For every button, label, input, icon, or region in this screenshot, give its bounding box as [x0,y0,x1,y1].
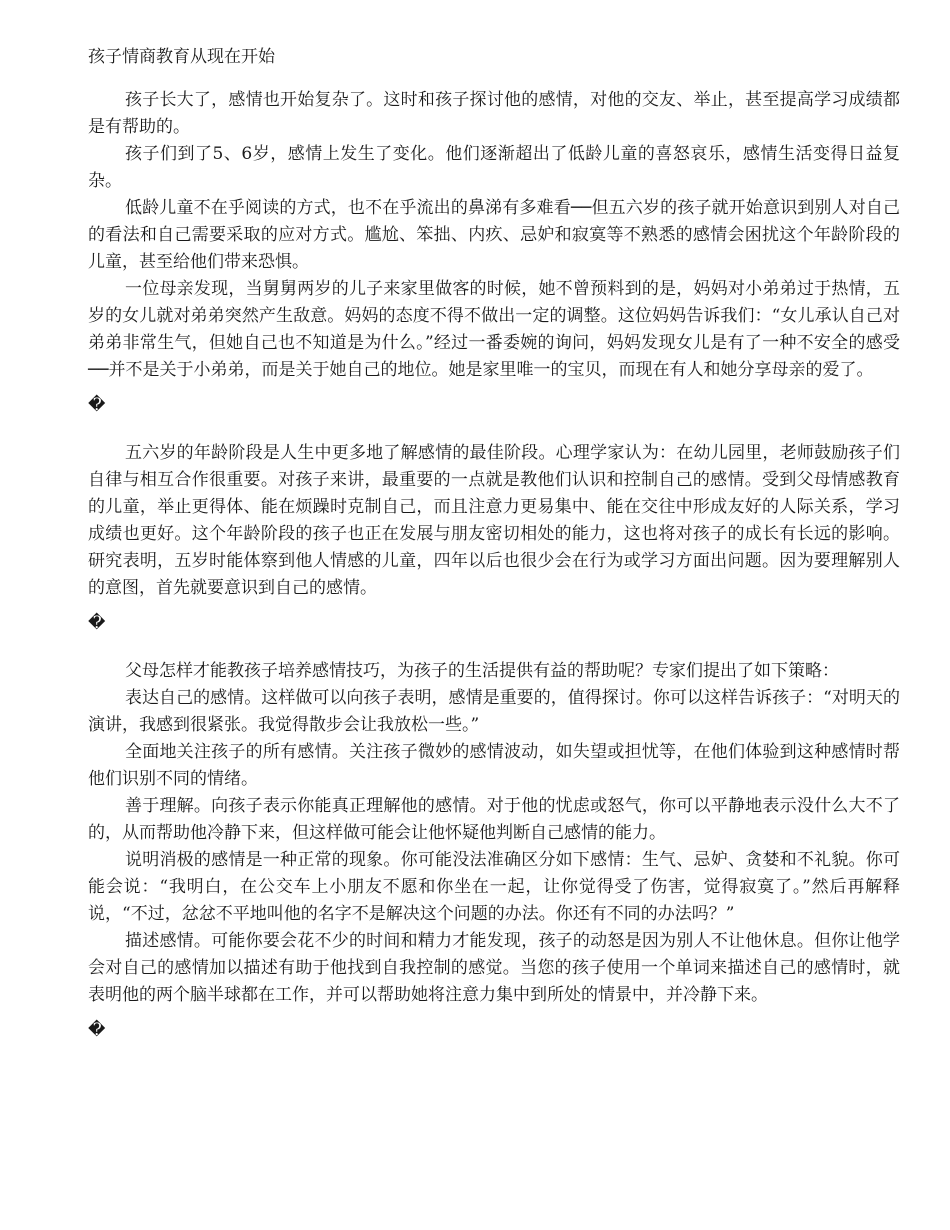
paragraph: 善于理解。向孩子表示你能真正理解他的感情。对于他的忧虑或怒气，你可以平静地表示没什么大不了的，从而帮助他冷静下来，但这样做可能会让他怀疑他判断自己感情的能力。 [88,796,900,843]
separator-glyph: � [88,1020,106,1040]
paragraph: 低龄儿童不在乎阅读的方式，也不在乎流出的鼻涕有多难看──但五六岁的孩子就开始意识到别人对自己的看法和自己需要采取的应对方式。尴尬、笨拙、内疚、忌妒和寂寞等不熟悉的感情会困扰这个年龄阶段的儿童，甚至给他们带来恐惧。 [88,198,900,272]
paragraph: 说明消极的感情是一种正常的现象。你可能没法准确区分如下感情：生气、忌妒、贪婪和不礼貌。你可能会说：“我明白，在公交车上小朋友不愿和你坐在一起，让你觉得受了伤害，觉得寂寞了。”然后再解释说，“不过，忿忿不平地叫他的名字不是解决这个问题的办法。你还有不同的办法吗？” [88,850,900,924]
document-title: 孩子情商教育从现在开始 [88,47,275,67]
section-intro [88,87,900,384]
paragraph: 孩子长大了，感情也开始复杂了。这时和孩子探讨他的感情，对他的交友、举止，甚至提高学习成绩都是有帮助的。 [88,90,900,137]
separator-glyph: � [88,613,106,633]
paragraph: 表达自己的感情。这样做可以向孩子表明，感情是重要的，值得探讨。你可以这样告诉孩子：“对明天的演讲，我感到很紧张。我觉得散步会让我放松一些。” [88,688,900,735]
paragraph: 描述感情。可能你要会花不少的时间和精力才能发现，孩子的动怒是因为别人不让他休息。但你让他学会对自己的感情加以描述有助于他找到自我控制的感觉。当您的孩子使用一个单词来描述自己的感情时，就表明他的两个脑半球都在工作，并可以帮助她将注意力集中到所处的情景中，并冷静下来。 [88,931,900,1005]
paragraph: 五六岁的年龄阶段是人生中更多地了解感情的最佳阶段。心理学家认为：在幼儿园里，老师鼓励孩子们自律与相互合作很重要。对孩子来讲，最重要的一点就是教他们认识和控制自己的感情。受到父母情感教育的儿童，举止更得体、能在烦躁时克制自己，而且注意力更易集中、能在交往中形成友好的人际关系，学习成绩也更好。这个年龄阶段的孩子也正在发展与朋友密切相处的能力，这也将对孩子的成长有长远的影响。研究表明，五岁时能体察到他人情感的儿童，四年以后也很少会在行为或学习方面出问题。因为要理解别人的意图，首先就要意识到自己的感情。 [88,443,900,598]
section-psychology [88,440,900,602]
paragraph: 父母怎样才能教孩子培养感情技巧，为孩子的生活提供有益的帮助呢？专家们提出了如下策略： [125,661,839,681]
separator-glyph: � [88,395,106,415]
document-page [88,44,900,1065]
paragraph: 孩子们到了5、6岁，感情上发生了变化。他们逐渐超出了低龄儿童的喜怒哀乐，感情生活变得日益复杂。 [88,144,900,191]
paragraph: 一位母亲发现，当舅舅两岁的儿子来家里做客的时候，她不曾预料到的是，妈妈对小弟弟过于热情，五岁的女儿就对弟弟突然产生敌意。妈妈的态度不得不做出一定的调整。这位妈妈告诉我们：“女儿承认自己对弟弟非常生气，但她自己也不知道是为什么。”经过一番委婉的询问，妈妈发现女儿是有了一种不安全的感受──并不是关于小弟弟，而是关于她自己的地位。她是家里唯一的宝贝，而现在有人和她分享母亲的爱了。 [88,279,900,380]
paragraph: 全面地关注孩子的所有感情。关注孩子微妙的感情波动，如失望或担忧等，在他们体验到这种感情时帮他们识别不同的情绪。 [88,742,900,789]
section-strategies [88,658,900,1009]
